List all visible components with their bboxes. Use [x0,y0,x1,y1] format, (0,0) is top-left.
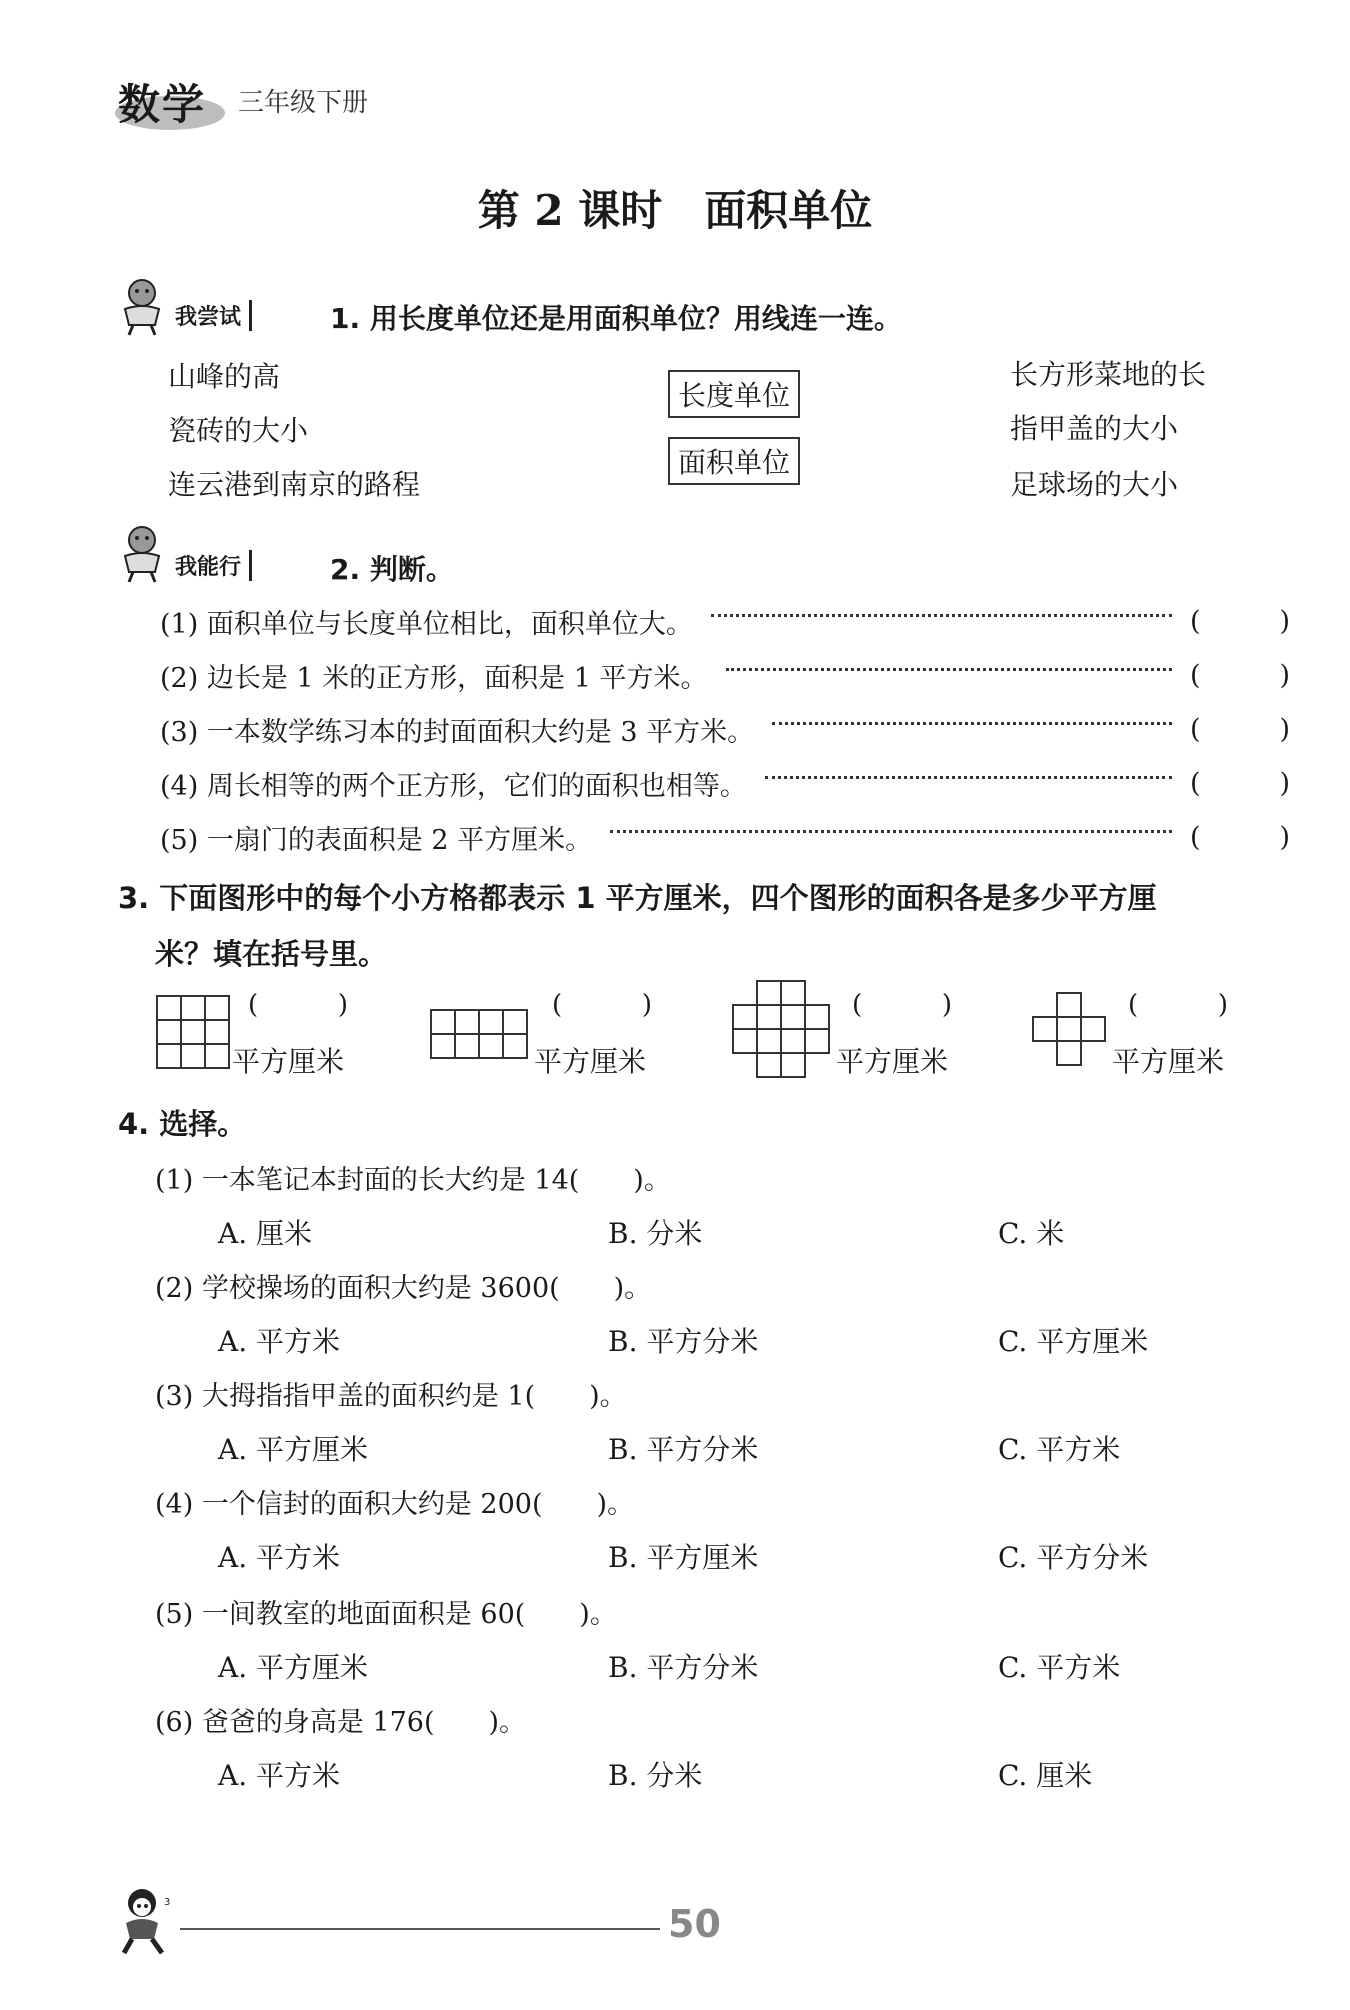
q1-tag: 我尝试 [175,300,252,331]
dotted-leader [610,830,1172,833]
choice-option[interactable]: B. 分米 [608,1759,703,1792]
judge-item [160,764,1290,803]
answer-parentheses[interactable]: ( ) [552,990,652,1020]
length-unit-box: 长度单位 [668,370,800,418]
choice-option[interactable]: B. 分米 [608,1217,703,1250]
dotted-leader [772,722,1172,725]
choice-question: (3) 大拇指指甲盖的面积约是 1( )。 [155,1381,627,1412]
unit-label: 平方厘米 [232,1045,345,1078]
q2-title: 2. 判断。 [330,553,454,586]
subject-label: 数学 [118,80,207,129]
answer-parentheses[interactable]: ( ) [1190,768,1290,799]
choice-option[interactable]: B. 平方分米 [608,1433,759,1466]
judge-item [160,602,1290,641]
choice-option[interactable]: B. 平方分米 [608,1325,759,1358]
q3-title: 3. 下面图形中的每个小方格都表示 1 平方厘米，四个图形的面积各是多少平方厘 [118,881,1157,915]
grid-shape-2 [430,1009,530,1061]
choice-option[interactable]: B. 平方分米 [608,1651,759,1684]
q1-right-item: 指甲盖的大小 [1010,412,1179,445]
dotted-leader [765,776,1172,779]
dotted-leader [711,614,1172,617]
dotted-leader [726,668,1172,671]
choice-option[interactable]: C. 平方米 [998,1651,1121,1684]
choice-option[interactable]: C. 米 [998,1217,1065,1250]
area-unit-box: 面积单位 [668,437,800,485]
grid-shape-4 [1032,992,1110,1070]
choice-option[interactable]: A. 平方厘米 [218,1433,369,1466]
q4-title: 4. 选择。 [118,1107,247,1141]
q1-left-item: 连云港到南京的路程 [168,468,421,501]
choice-question: (5) 一间教室的地面面积是 60( )。 [155,1599,617,1630]
choice-option[interactable]: A. 平方米 [218,1325,341,1358]
choice-option[interactable]: C. 平方厘米 [998,1325,1149,1358]
page-title: 第 2 课时 面积单位 [477,186,873,235]
footer-rule [180,1928,660,1930]
choice-option[interactable]: C. 平方米 [998,1433,1121,1466]
q1-left-item: 山峰的高 [168,360,281,393]
choice-option[interactable]: A. 平方厘米 [218,1651,369,1684]
judge-item [160,818,1290,857]
q2-tag: 我能行 [175,550,252,581]
choice-option[interactable]: C. 厘米 [998,1759,1093,1792]
mascot-icon [115,275,169,337]
mascot-icon [115,522,169,584]
answer-parentheses[interactable]: ( ) [1190,606,1290,637]
q3-title-cont: 米？填在括号里。 [155,937,388,971]
answer-parentheses[interactable]: ( ) [248,990,348,1020]
unit-label: 平方厘米 [534,1045,647,1078]
grid-shape-3 [732,980,834,1082]
choice-option[interactable]: A. 平方米 [218,1759,341,1792]
answer-parentheses[interactable]: ( ) [1190,822,1290,853]
choice-option[interactable]: A. 平方米 [218,1541,341,1574]
footer-mascot-icon [112,1885,178,1957]
answer-parentheses[interactable]: ( ) [1190,660,1290,691]
svg-text:3: 3 [164,1897,171,1908]
choice-question: (6) 爸爸的身高是 176( )。 [155,1707,527,1738]
choice-question: (2) 学校操场的面积大约是 3600( )。 [155,1273,652,1304]
choice-question: (4) 一个信封的面积大约是 200( )。 [155,1489,635,1520]
answer-parentheses[interactable]: ( ) [852,990,952,1020]
choice-question: (1) 一本笔记本封面的长大约是 14( )。 [155,1165,671,1196]
judge-statement: (2) 边长是 1 米的正方形，面积是 1 平方米。 [160,663,708,694]
judge-statement: (5) 一扇门的表面积是 2 平方厘米。 [160,825,593,856]
judge-statement: (4) 周长相等的两个正方形，它们的面积也相等。 [160,771,747,802]
unit-label: 平方厘米 [1112,1045,1225,1078]
choice-option[interactable]: B. 平方厘米 [608,1541,759,1574]
q1-right-item: 足球场的大小 [1010,468,1179,501]
q1-title: 1. 用长度单位还是用面积单位？用线连一连。 [330,302,902,335]
q1-left-item: 瓷砖的大小 [168,414,309,447]
judge-item [160,710,1290,749]
choice-option[interactable]: A. 厘米 [218,1217,313,1250]
judge-item [160,656,1290,695]
answer-parentheses[interactable]: ( ) [1128,990,1228,1020]
grade-label: 三年级下册 [238,88,369,118]
judge-statement: (3) 一本数学练习本的封面面积大约是 3 平方米。 [160,717,755,748]
q1-right-item: 长方形菜地的长 [1010,358,1207,391]
page-number: 50 [668,1902,721,1946]
choice-option[interactable]: C. 平方分米 [998,1541,1149,1574]
grid-shape-1 [156,995,232,1071]
unit-label: 平方厘米 [836,1045,949,1078]
answer-parentheses[interactable]: ( ) [1190,714,1290,745]
judge-statement: (1) 面积单位与长度单位相比，面积单位大。 [160,609,693,640]
